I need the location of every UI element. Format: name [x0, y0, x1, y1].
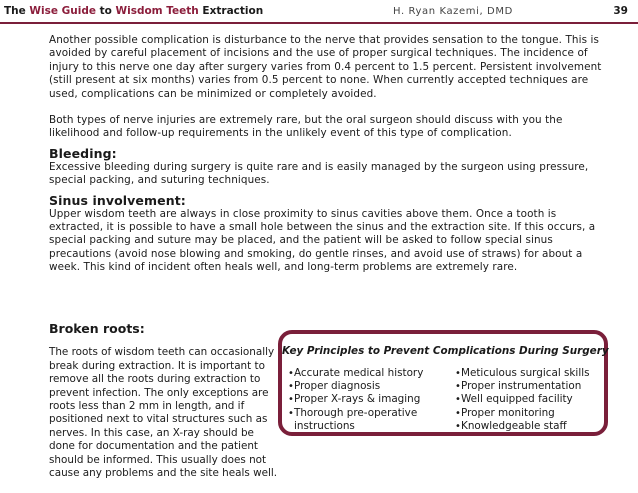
list-item: • Well equipped facility: [455, 393, 573, 406]
book-title: [4, 5, 263, 17]
bullet-icon: •: [455, 394, 461, 406]
list-item: • Proper diagnosis: [288, 380, 381, 393]
broken-roots-body: The roots of wisdom teeth can occasionally break during extraction. It is important to remove all the roots during extraction to prevent infection. The only exceptions are roots less than 2 mm in length, and if positioned next to vital structures such as nerves. In this case, an X-ray should be done for documentation and the patient should be informed. This usually does not cause any problems and the site heals well.: [49, 346, 278, 480]
bullet-icon: •: [455, 407, 461, 419]
list-item: • Thorough pre-operative instructions: [288, 406, 418, 432]
bullet-icon: •: [288, 394, 294, 406]
key-principles-box: [278, 330, 608, 436]
title-wisdom-teeth: Wisdom Teeth: [115, 5, 199, 17]
bleeding-body: Excessive bleeding during surgery is quite rare and is easily managed by the surgeon using pressure, special packing, and suturing techniques.: [49, 160, 589, 187]
sinus-heading: Sinus involvement:: [49, 192, 186, 208]
bullet-icon: •: [288, 407, 294, 419]
list-item: • Knowledgeable staff: [455, 419, 567, 432]
principles-right-column: [455, 367, 610, 433]
bullet-icon: •: [455, 381, 461, 393]
title-wise-guide: Wise Guide: [29, 5, 96, 17]
main-content: [49, 34, 604, 275]
key-principles-title: Key Principles to Prevent Complications During Surgery: [282, 345, 609, 357]
bullet-icon: •: [455, 420, 461, 432]
bullet-icon: •: [288, 368, 294, 379]
list-item: • Proper X-rays & imaging: [288, 393, 421, 406]
title-extraction: Extraction: [198, 5, 264, 17]
broken-roots-section: [49, 321, 279, 491]
list-item: • Proper instrumentation: [455, 380, 582, 393]
list-item: • Proper monitoring: [455, 406, 555, 419]
bullet-icon: •: [455, 368, 461, 379]
list-item: • Meticulous surgical skills: [455, 367, 590, 379]
page-header: [0, 0, 638, 24]
title-to: to: [95, 5, 116, 17]
sinus-body: Upper wisdom teeth are always in close proximity to sinus cavities above them. Once a tooth is extracted, it is possible to have a small hole between the sinus and the extraction site. If this occurs, a special packing and suture may be placed, and the patient will be asked to follow special sinus precautions (avoid nose blowing and smoking, do gentle rinses, and avoid use of straws) for about a week. This kind of incident often heals well, and long-term problems are extremely rare.: [49, 207, 596, 274]
intro-paragraph-2: Both types of nerve injuries are extremely rare, but the oral surgeon should discuss with you the likelihood and follow-up requirements in the unlikely event of this type of complication.: [49, 114, 563, 140]
author-name: H. Ryan Kazemi, DMD: [393, 6, 513, 17]
bleeding-heading: Bleeding:: [49, 145, 117, 161]
list-item: • Accurate medical history: [288, 367, 424, 379]
bullet-icon: •: [288, 381, 294, 393]
broken-roots-heading: Broken roots:: [49, 321, 145, 336]
title-the: The: [4, 5, 30, 17]
principles-left-column: [288, 367, 453, 433]
intro-paragraph-1: Another possible complication is disturbance to the nerve that provides sensation to the tongue. This is avoided by careful placement of incisions and the use of proper surgical techniques. The incidence of injury to this nerve one day after surgery varies from 0.4 percent to 1.5 percent. Persistent involvement (still present at six months) varies from 0.5 percent to none. When currently accepted techniques are used, complications can be minimized or completely avoided.: [49, 34, 602, 100]
page-number: 39: [613, 5, 628, 17]
